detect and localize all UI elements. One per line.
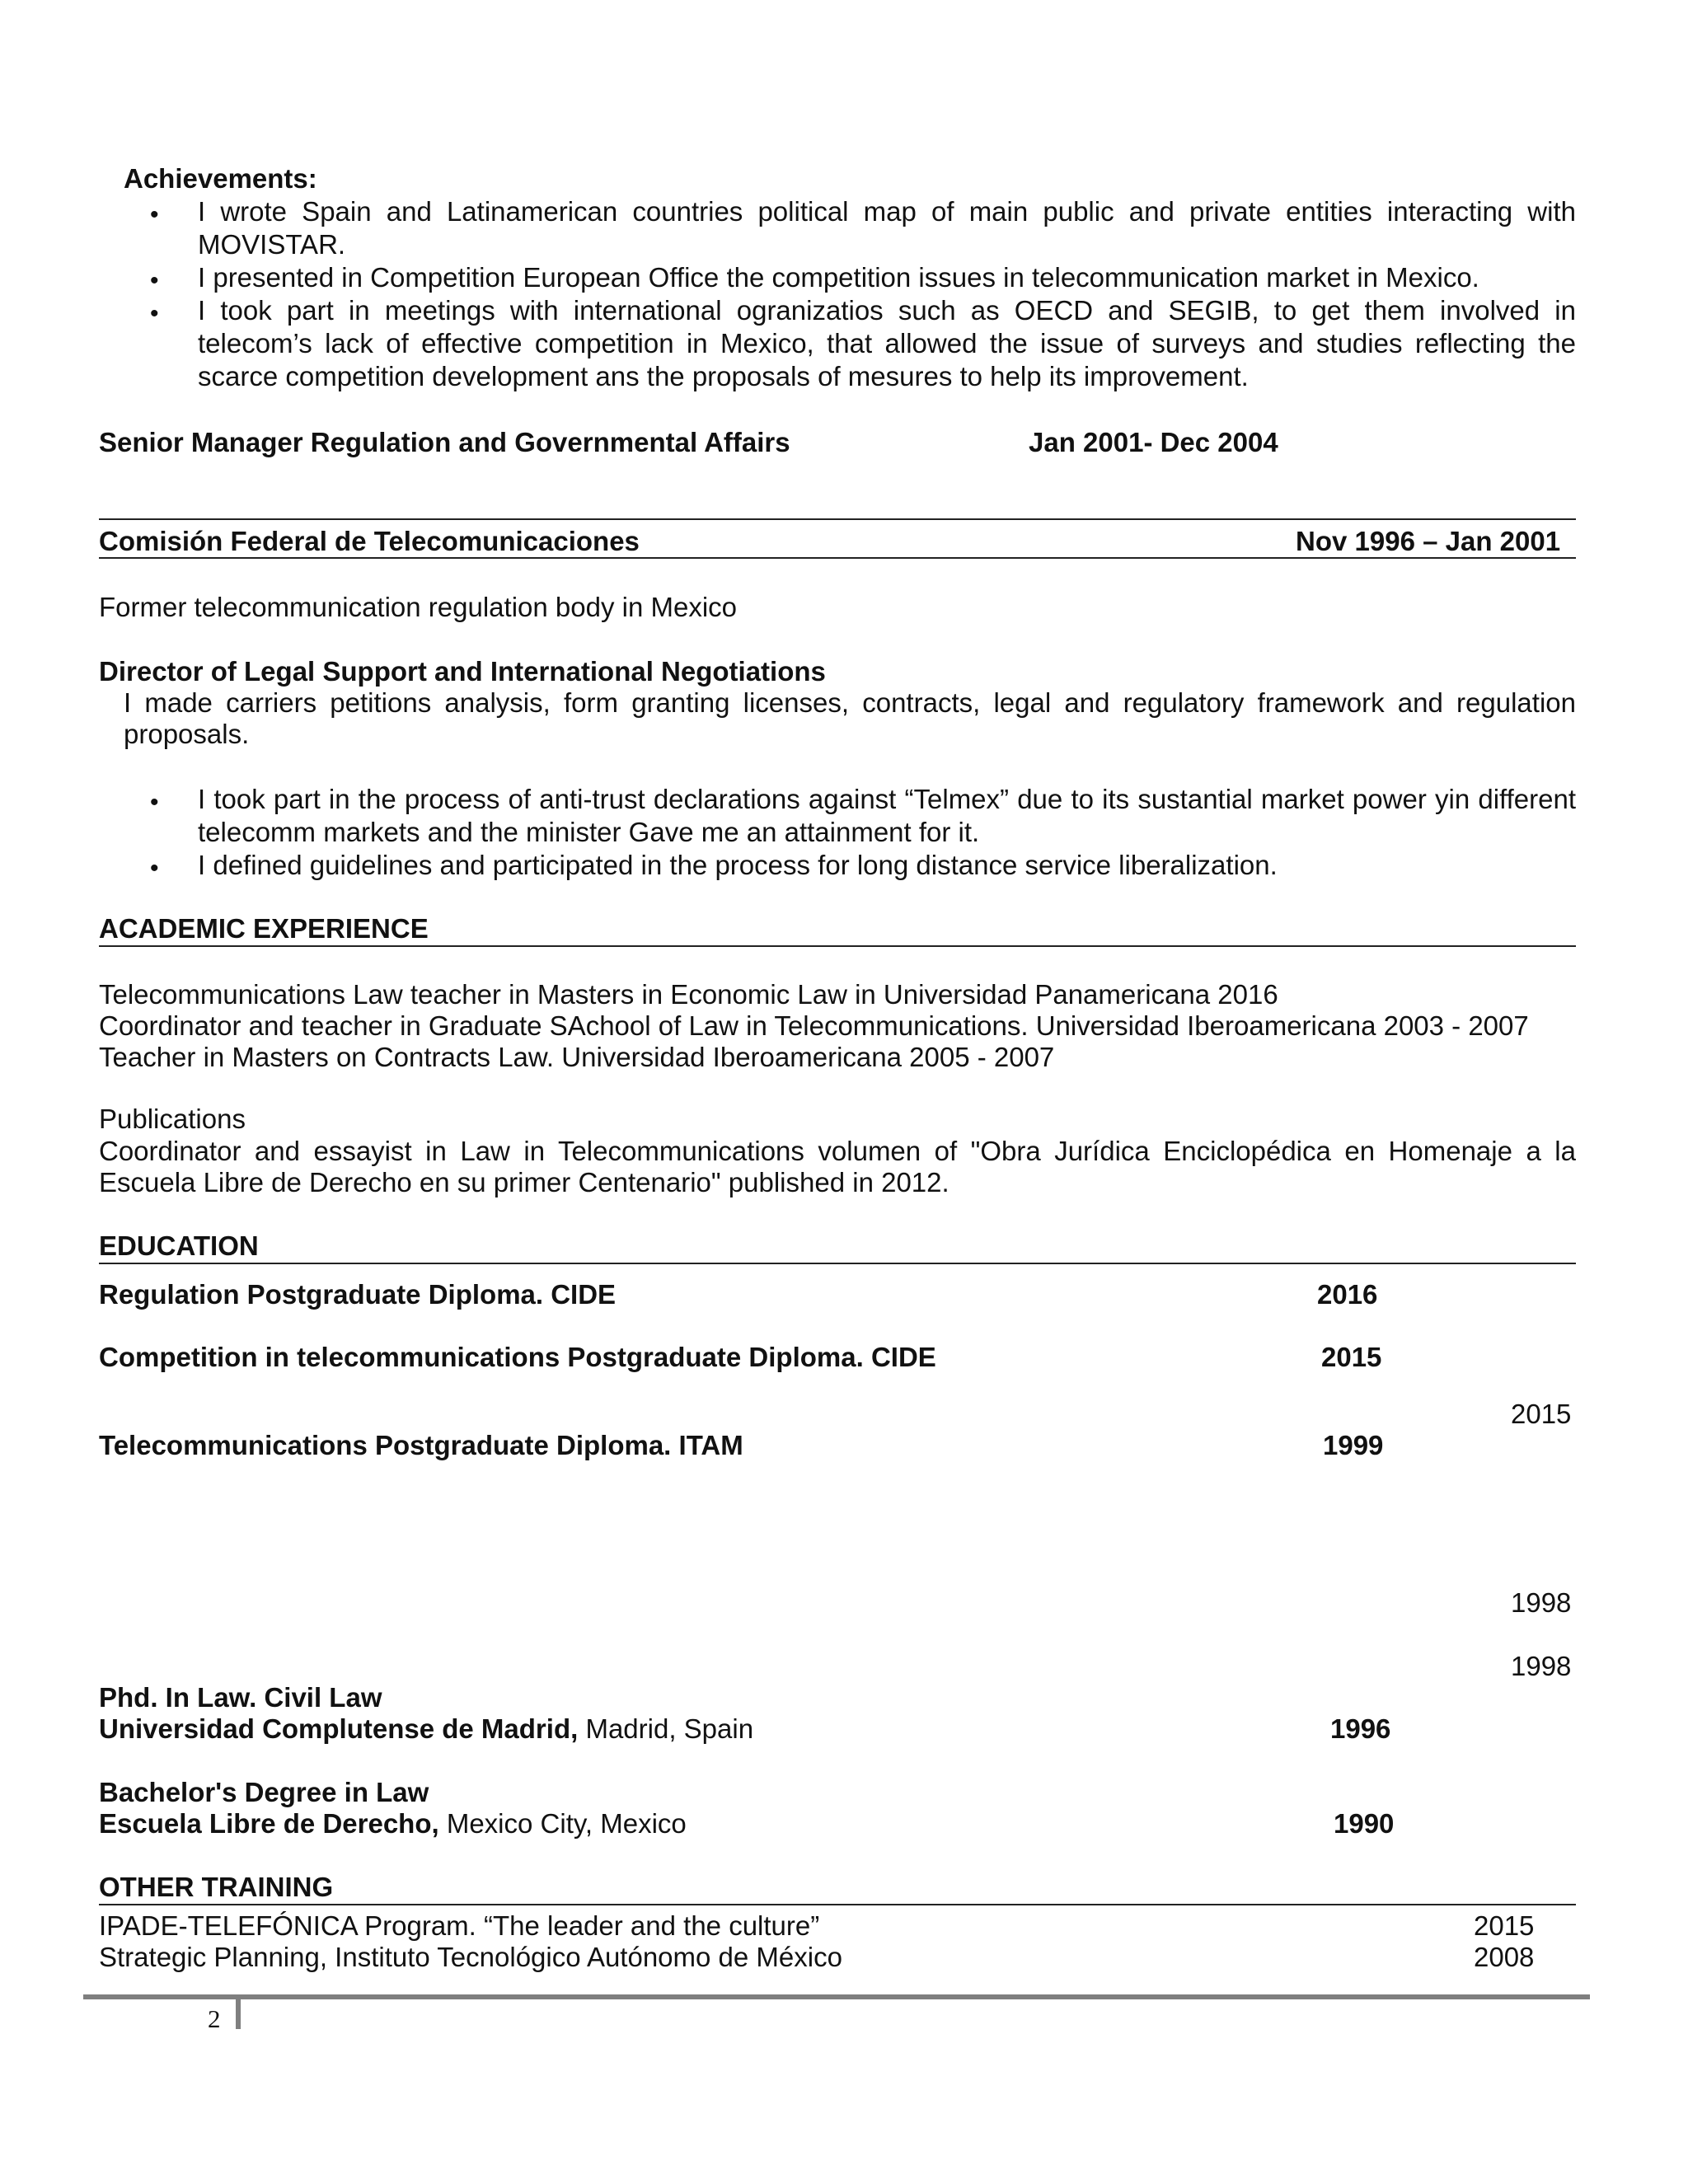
education-entry-1-year: 2016 xyxy=(1317,1279,1378,1310)
bullet-icon: • xyxy=(150,789,159,816)
education-rule xyxy=(99,1263,1576,1264)
senior-role-dates: Jan 2001- Dec 2004 xyxy=(1029,427,1278,457)
degree-1-school-line xyxy=(99,1715,753,1742)
degree-1-year: 1996 xyxy=(1330,1713,1391,1744)
stray-year: 1998 xyxy=(1511,1587,1572,1618)
training-rule xyxy=(99,1904,1576,1905)
training-item-1-year: 2015 xyxy=(1474,1910,1535,1941)
achievement-1-line2: MOVISTAR. xyxy=(198,229,346,260)
degree-1-title: Phd. In Law. Civil Law xyxy=(99,1682,382,1713)
role-bullet-1-line1: I took part in the process of anti-trust declarations against “Telmex” due to its sustantial market power yin different xyxy=(198,784,1576,814)
bullet-icon: • xyxy=(150,201,159,228)
stray-year: 2015 xyxy=(1511,1399,1572,1429)
degree-1-location: Madrid, Spain xyxy=(578,1713,754,1744)
training-item-2-name: Strategic Planning, Instituto Tecnológico Autónomo de México xyxy=(99,1942,842,1972)
role-bullet-1-line2: telecomm markets and the minister Gave me an attainment for it. xyxy=(198,817,980,847)
achievements-heading: Achievements: xyxy=(124,163,317,194)
role-summary-line2: proposals. xyxy=(124,719,250,749)
employer-bottom-rule xyxy=(99,557,1576,559)
bullet-icon: • xyxy=(150,267,159,294)
degree-2-school-line xyxy=(99,1810,687,1837)
achievement-3-line1: I took part in meetings with international ogranizatios such as OECD and SEGIB, to get them involved in xyxy=(198,295,1576,326)
education-entry-3-title: Telecommunications Postgraduate Diploma. ITAM xyxy=(99,1430,743,1460)
degree-2-year: 1990 xyxy=(1334,1808,1395,1839)
achievement-3-line3: scarce competition development ans the proposals of mesures to help its improvement. xyxy=(198,361,1249,391)
academic-rule xyxy=(99,945,1576,947)
page-number: 2 xyxy=(208,2004,221,2033)
employer-top-rule xyxy=(99,518,1576,520)
degree-2-location: Mexico City, Mexico xyxy=(438,1808,687,1839)
employer-description: Former telecommunication regulation body in Mexico xyxy=(99,592,738,622)
bullet-icon: • xyxy=(150,855,159,882)
academic-line-2: Coordinator and teacher in Graduate SAchool of Law in Telecommunications. Universidad Iberoamericana 2003 - 2007 xyxy=(99,1010,1529,1041)
achievement-2-line1: I presented in Competition European Office the competition issues in telecommunication market in Mexico. xyxy=(198,262,1479,293)
training-heading: OTHER TRAINING xyxy=(99,1872,334,1902)
academic-line-1: Telecommunications Law teacher in Masters in Economic Law in Universidad Panamericana 2016 xyxy=(99,979,1278,1010)
employer-dates: Nov 1996 – Jan 2001 xyxy=(1296,526,1561,556)
senior-role-title: Senior Manager Regulation and Governmental Affairs xyxy=(99,427,790,457)
role-title: Director of Legal Support and International Negotiations xyxy=(99,656,826,687)
degree-1-school: Universidad Complutense de Madrid, xyxy=(99,1713,579,1744)
education-entry-1-title: Regulation Postgraduate Diploma. CIDE xyxy=(99,1279,617,1310)
degree-2-title: Bachelor's Degree in Law xyxy=(99,1777,429,1807)
training-item-1-name: IPADE-TELEFÓNICA Program. “The leader and the culture” xyxy=(99,1910,820,1941)
footer-rule xyxy=(83,1994,1590,1999)
education-entry-2-title: Competition in telecommunications Postgraduate Diploma. CIDE xyxy=(99,1342,936,1372)
education-entry-2-year: 2015 xyxy=(1321,1342,1382,1372)
degree-2-school: Escuela Libre de Derecho, xyxy=(99,1808,439,1839)
stray-year: 1998 xyxy=(1511,1651,1572,1681)
education-entry-3-year: 1999 xyxy=(1323,1430,1384,1460)
achievement-1-line1: I wrote Spain and Latinamerican countries political map of main public and private entities interacting with xyxy=(198,196,1576,227)
publication-line2: Escuela Libre de Derecho en su primer Centenario" published in 2012. xyxy=(99,1167,950,1197)
role-bullet-2-line1: I defined guidelines and participated in the process for long distance service liberalization. xyxy=(198,850,1278,880)
publication-line1: Coordinator and essayist in Law in Telecommunications volumen of "Obra Jurídica Enciclopédica en Homenaje a la xyxy=(99,1136,1576,1166)
education-heading: EDUCATION xyxy=(99,1230,259,1261)
achievement-3-line2: telecom’s lack of effective competition in Mexico, that allowed the issue of surveys and studies reflecting the xyxy=(198,328,1576,359)
bullet-icon: • xyxy=(150,300,159,327)
training-item-2-year: 2008 xyxy=(1474,1942,1535,1972)
publications-label: Publications xyxy=(99,1104,246,1134)
footer-divider xyxy=(236,1999,241,2029)
employer-name: Comisión Federal de Telecomunicaciones xyxy=(99,526,640,556)
academic-heading: ACADEMIC EXPERIENCE xyxy=(99,913,429,944)
role-summary-line1: I made carriers petitions analysis, form granting licenses, contracts, legal and regulatory framework and regulation xyxy=(124,687,1576,718)
academic-line-3: Teacher in Masters on Contracts Law. Universidad Iberoamericana 2005 - 2007 xyxy=(99,1042,1055,1072)
